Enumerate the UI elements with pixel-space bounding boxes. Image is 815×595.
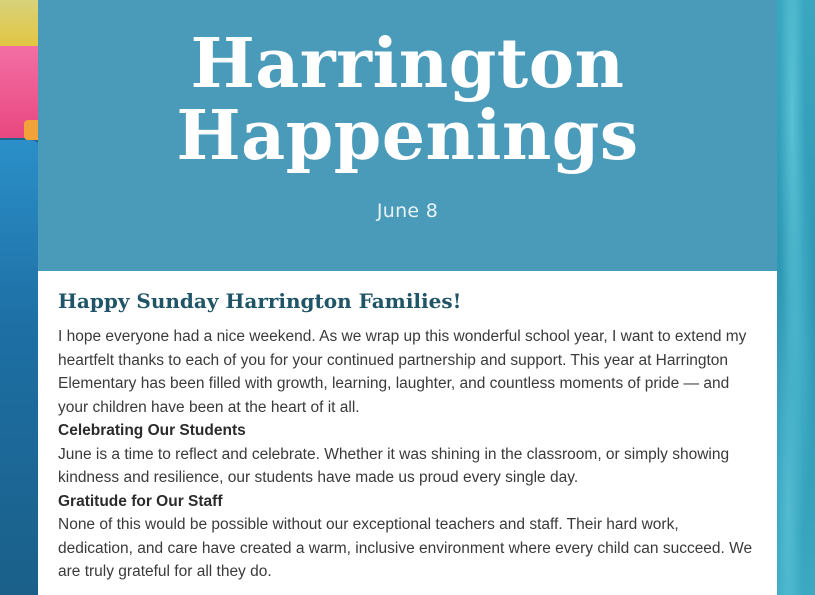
title-line-2: Happenings [176,96,639,176]
background-toy-yellow [0,0,38,48]
background-toy-blue [0,140,38,595]
background-toy-orange [24,120,38,140]
title-line-1: Harrington [190,24,625,104]
newsletter-header [38,0,777,271]
background-right-water [777,0,815,595]
newsletter-date: June 8 [376,200,439,222]
section-heading-students: Celebrating Our Students [58,422,246,439]
greeting-heading: Happy Sunday Harrington Families! [58,289,462,313]
newsletter-title [38,0,777,176]
background-left-image [0,0,38,595]
section-body-staff: None of this would be possible without our exceptional teachers and staff. Their hard work, dedication, and care have created a warm, inclusive environment where every child can succeed. We are truly grateful for all they do. [58,516,753,580]
section-body-students: June is a time to reflect and celebrate. Whether it was shining in the classroom, or simply showing kindness and resilience, our students have made us proud every single day. [58,445,730,486]
intro-paragraph: I hope everyone had a nice weekend. As we wrap up this wonderful school year, I want to extend my heartfelt thanks to each of you for your continued partnership and support. This year at Harrington Elementary has been filled with growth, learning, laughter, and countless moments of pride — and your children have been at the heart of it all. [58,328,747,416]
newsletter [38,0,777,595]
section-heading-staff: Gratitude for Our Staff [58,492,223,510]
newsletter-content [38,271,777,584]
